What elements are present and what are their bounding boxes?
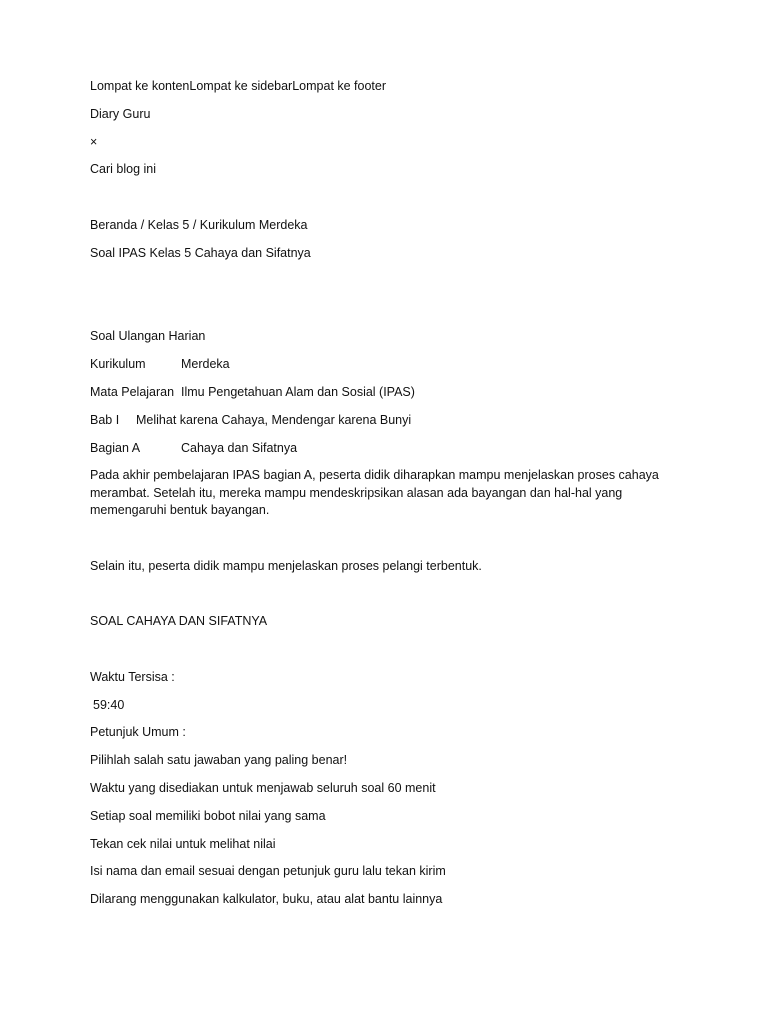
info-label: Bab I bbox=[90, 413, 120, 427]
skip-to-sidebar-link[interactable]: Lompat ke sidebar bbox=[189, 79, 293, 93]
info-label: Bagian A bbox=[90, 441, 141, 455]
quiz-title: SOAL CAHAYA DAN SIFATNYA bbox=[90, 614, 268, 628]
info-value: Cahaya dan Sifatnya bbox=[181, 441, 298, 455]
post-title: Soal IPAS Kelas 5 Cahaya dan Sifatnya bbox=[90, 246, 311, 260]
instruction-item: Waktu yang disediakan untuk menjawab seluruh soal 60 menit bbox=[90, 781, 436, 795]
timer-value: 59:40 bbox=[93, 698, 125, 712]
timer-label: Waktu Tersisa : bbox=[90, 670, 175, 684]
instruction-item: Pilihlah salah satu jawaban yang paling benar! bbox=[90, 753, 348, 767]
instruction-item: Setiap soal memiliki bobot nilai yang sama bbox=[90, 809, 326, 823]
site-title[interactable]: Diary Guru bbox=[90, 107, 151, 121]
info-value: Melihat karena Cahaya, Mendengar karena Bunyi bbox=[136, 413, 412, 427]
breadcrumb[interactable]: Beranda / Kelas 5 / Kurikulum Merdeka bbox=[90, 218, 308, 232]
search-label[interactable]: Cari blog ini bbox=[90, 162, 157, 176]
skip-to-footer-link[interactable]: Lompat ke footer bbox=[292, 79, 387, 93]
instructions-heading: Petunjuk Umum : bbox=[90, 725, 186, 739]
info-row-bab bbox=[90, 412, 690, 429]
intro-paragraph: Pada akhir pembelajaran IPAS bagian A, peserta didik diharapkan mampu menjelaskan proses cahaya merambat. Setelah itu, mereka mampu mendeskripsikan alasan ada bayangan dan hal-hal yang memengaruhi bentuk bayangan. bbox=[90, 468, 659, 517]
info-value: Merdeka bbox=[181, 357, 230, 371]
rainbow-paragraph: Selain itu, peserta didik mampu menjelaskan proses pelangi terbentuk. bbox=[90, 559, 482, 573]
info-row-mata-pelajaran bbox=[90, 384, 690, 401]
info-label: Kurikulum bbox=[90, 357, 146, 371]
skip-to-content-link[interactable]: Lompat ke konten bbox=[90, 79, 190, 93]
skip-links bbox=[90, 78, 386, 95]
info-row-kurikulum bbox=[90, 356, 690, 373]
info-row-bagian bbox=[90, 440, 690, 457]
close-icon[interactable]: × bbox=[90, 135, 98, 149]
instruction-item: Isi nama dan email sesuai dengan petunjuk guru lalu tekan kirim bbox=[90, 864, 446, 878]
instruction-item: Dilarang menggunakan kalkulator, buku, atau alat bantu lainnya bbox=[90, 892, 443, 906]
info-value: Ilmu Pengetahuan Alam dan Sosial (IPAS) bbox=[181, 385, 415, 399]
instruction-item: Tekan cek nilai untuk melihat nilai bbox=[90, 837, 276, 851]
info-label: Mata Pelajaran bbox=[90, 385, 175, 399]
info-heading: Soal Ulangan Harian bbox=[90, 329, 206, 343]
